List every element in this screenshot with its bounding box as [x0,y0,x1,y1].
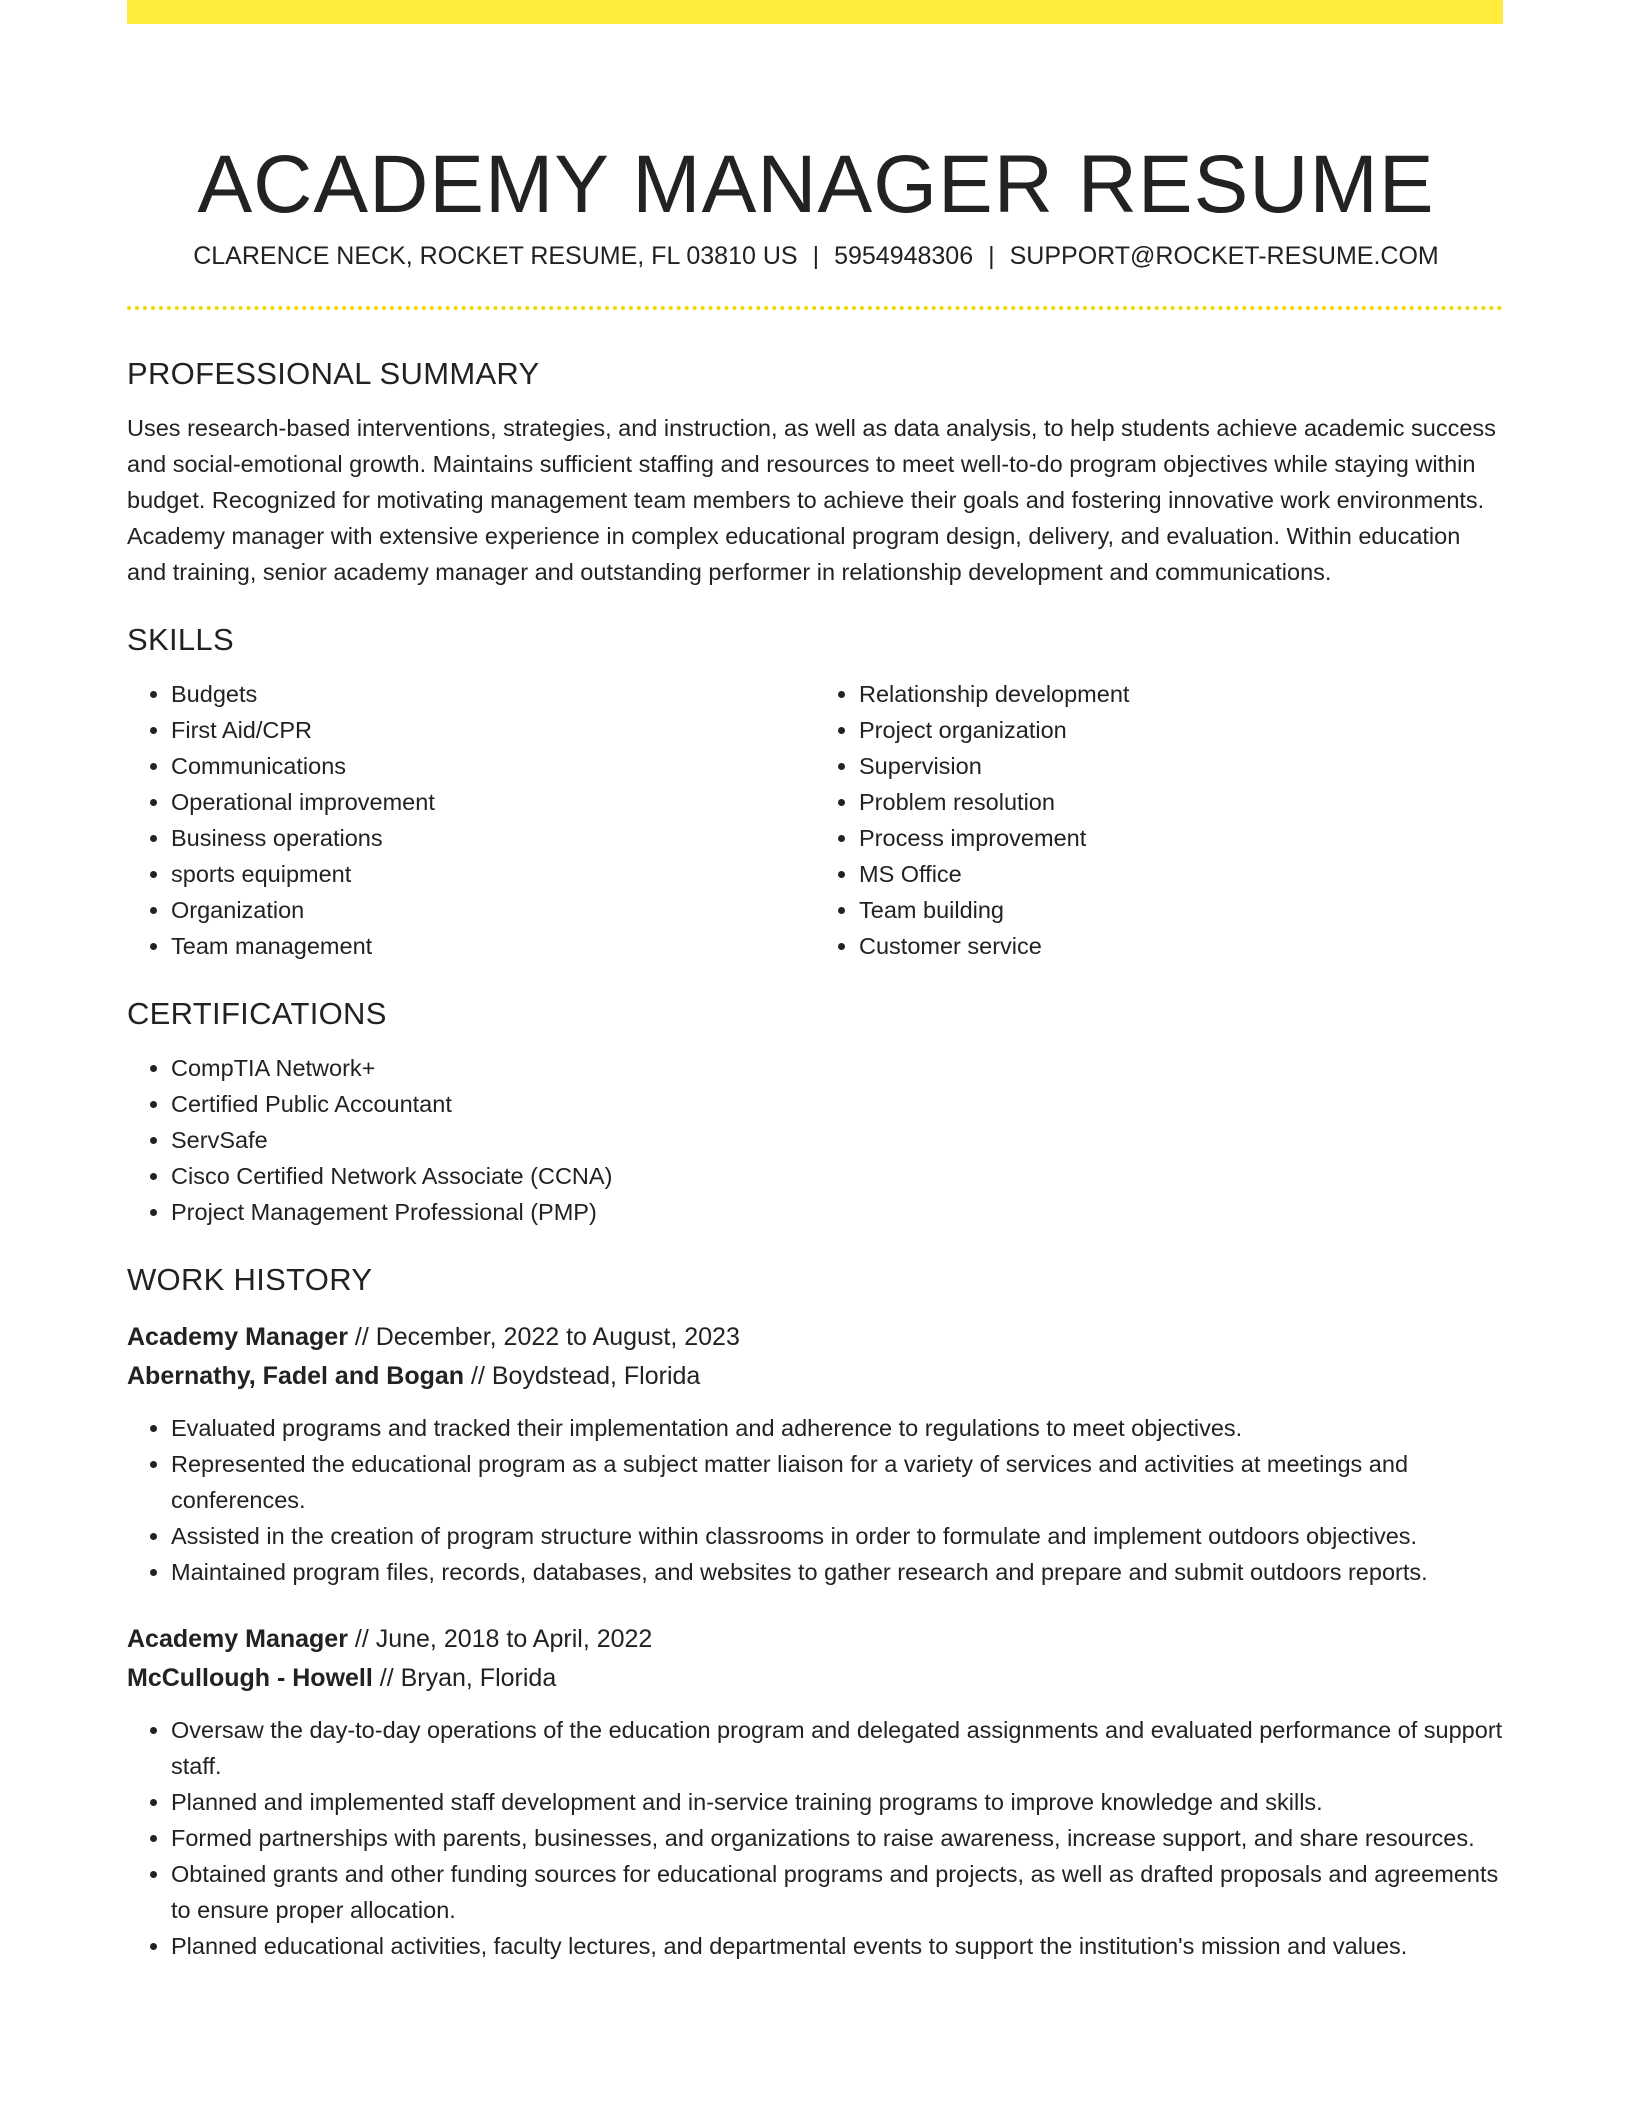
jobs-list [127,1318,1503,1964]
job-company-line [127,1659,1503,1698]
job-location: // Bryan, Florida [372,1664,557,1692]
certifications-list [127,1050,1503,1230]
list-item: • sports equipment [171,856,815,892]
contact-phone[interactable]: 5954948306 [834,242,974,270]
job-entry [127,1318,1503,1590]
job-bullet: • Maintained program files, records, databases, and websites to gather research and prepare and submit outdoors reports. [171,1554,1503,1590]
list-item: • Process improvement [859,820,1503,856]
list-item: • Team management [171,928,815,964]
list-item: • Project Management Professional (PMP) [171,1194,1503,1230]
list-item: • Supervision [859,748,1503,784]
job-entry [127,1620,1503,1964]
list-item: • Budgets [171,676,815,712]
list-item: • Organization [171,892,815,928]
list-item: • Relationship development [859,676,1503,712]
job-title-line [127,1318,1503,1357]
list-item: • Business operations [171,820,815,856]
job-bullets [127,1712,1503,1964]
contact-email[interactable]: SUPPORT@ROCKET-RESUME.COM [1009,242,1439,270]
contact-address: CLARENCE NECK, ROCKET RESUME, FL 03810 US [193,242,798,270]
list-item: • Cisco Certified Network Associate (CCNA) [171,1158,1503,1194]
job-title: Academy Manager [127,1323,348,1351]
job-dates: // December, 2022 to August, 2023 [347,1323,740,1351]
job-bullet: • Assisted in the creation of program structure within classrooms in order to formulate and implement outdoors objectives. [171,1518,1503,1554]
list-item: • CompTIA Network+ [171,1050,1503,1086]
job-title: Academy Manager [127,1625,348,1653]
job-company-line [127,1357,1503,1396]
job-bullet: • Oversaw the day-to-day operations of the education program and delegated assignments and evaluated performance of support staff. [171,1712,1503,1784]
job-bullets [127,1410,1503,1590]
job-company: McCullough - Howell [127,1664,373,1692]
skills-columns [127,662,1503,964]
list-item: • MS Office [859,856,1503,892]
job-title-line [127,1620,1503,1659]
work-history-heading: WORK HISTORY [127,1262,373,1297]
skills-section [127,618,1503,964]
skills-list-right [815,676,1503,964]
job-bullet: • Formed partnerships with parents, businesses, and organizations to raise awareness, increase support, and share resources. [171,1820,1503,1856]
list-item: • Problem resolution [859,784,1503,820]
skills-heading: SKILLS [127,622,234,657]
job-bullet: • Obtained grants and other funding sources for educational programs and projects, as well as drafted proposals and agreements to ensure proper allocation. [171,1856,1503,1928]
work-history-section [127,1258,1503,1964]
summary-text: Uses research-based interventions, strategies, and instruction, as well as data analysis, to help students achieve academic success and social-emotional growth. Maintains sufficient staffing and resources to meet well-to-do program objectives while staying within budget. Recognized for motivating management team members to achieve their goals and fostering innovative work environments. Academy manager with extensive experience in complex educational program design, delivery, and evaluation. Within education and training, senior academy manager and outstanding performer in relationship development and communications. [127,415,1496,585]
list-item: • ServSafe [171,1122,1503,1158]
job-bullet: • Represented the educational program as a subject matter liaison for a variety of services and activities at meetings and conferences. [171,1446,1503,1518]
list-item: • Team building [859,892,1503,928]
list-item: • Project organization [859,712,1503,748]
certifications-heading: CERTIFICATIONS [127,996,387,1031]
resume-body [127,352,1503,1964]
list-item: • Communications [171,748,815,784]
job-bullet: • Planned educational activities, faculty lectures, and departmental events to support the institution's mission and values. [171,1928,1503,1964]
job-bullet: • Evaluated programs and tracked their implementation and adherence to regulations to meet objectives. [171,1410,1503,1446]
list-item: • Operational improvement [171,784,815,820]
list-item: • Certified Public Accountant [171,1086,1503,1122]
contact-separator: | [988,242,995,270]
contact-line [0,234,1632,278]
skills-list-left [127,676,815,964]
contact-separator: | [812,242,820,270]
job-location: // Boydstead, Florida [464,1362,701,1390]
job-bullet: • Planned and implemented staff development and in-service training programs to improve knowledge and skills. [171,1784,1503,1820]
accent-bar [127,0,1503,24]
summary-heading: PROFESSIONAL SUMMARY [127,356,540,391]
list-item: • Customer service [859,928,1503,964]
resume-title: ACADEMY MANAGER RESUME [197,138,1435,230]
job-company: Abernathy, Fadel and Bogan [127,1362,465,1390]
job-dates: // June, 2018 to April, 2022 [347,1625,653,1653]
certifications-section [127,992,1503,1230]
list-item: • First Aid/CPR [171,712,815,748]
summary-section [127,352,1503,590]
dotted-divider [127,306,1503,310]
